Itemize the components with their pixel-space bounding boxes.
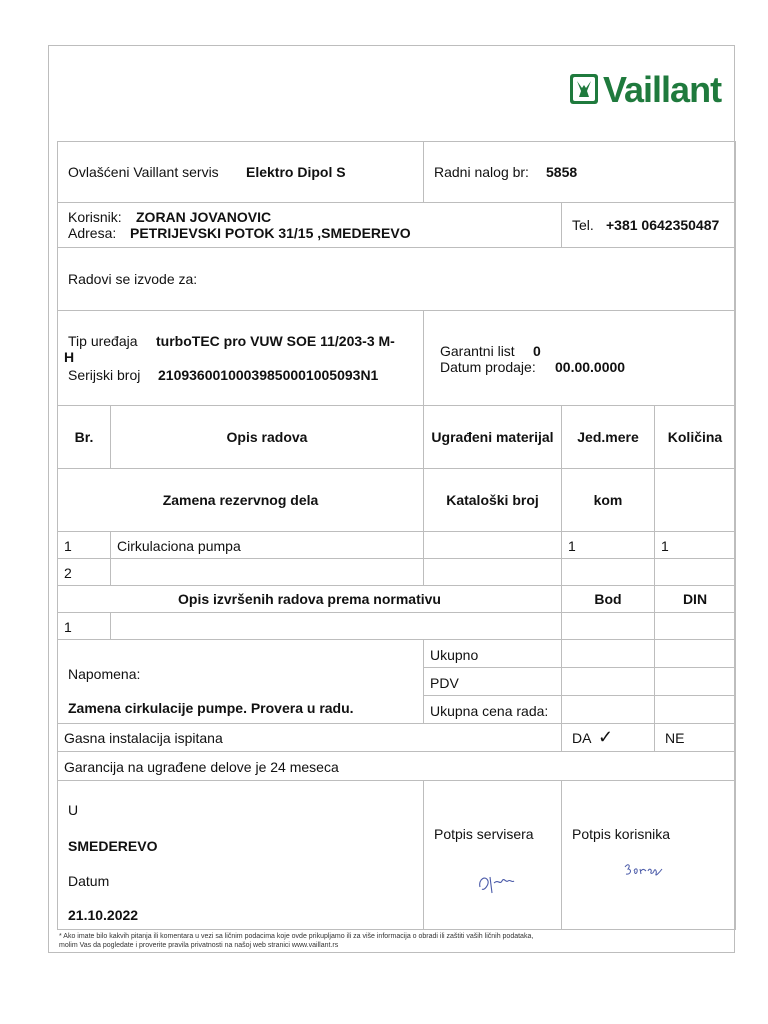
servis-value: Elektro Dipol S bbox=[246, 164, 346, 180]
footnote-line-2: molim Vas da pogledate i proverite pravila privatnosti na našoj web stranici www.vaillant.rs bbox=[59, 942, 339, 949]
bod-header: Bod bbox=[561, 585, 655, 613]
row-jed-cell bbox=[561, 558, 655, 586]
row-kol-cell bbox=[654, 558, 736, 586]
row-katalog-cell bbox=[423, 558, 562, 586]
napomena-label: Napomena: bbox=[68, 666, 141, 682]
vaillant-hare-icon bbox=[569, 73, 599, 105]
datum-label: Datum bbox=[68, 873, 110, 889]
zamena-header: Zamena rezervnog dela bbox=[57, 468, 424, 532]
row-jed-cell bbox=[561, 531, 655, 559]
col-jedmere-header: Jed.mere bbox=[561, 405, 655, 469]
col-materijal-header: Ugrađeni materijal bbox=[423, 405, 562, 469]
servis-signature bbox=[474, 869, 519, 897]
table-row bbox=[57, 612, 111, 640]
radovi-label: Radovi se izvode za: bbox=[68, 271, 198, 287]
row-br: 2 bbox=[64, 565, 72, 581]
privacy-footnote bbox=[59, 932, 533, 950]
tel-value: +381 0642350487 bbox=[606, 217, 720, 233]
serijski-value: 21093600100039850001005093N1 bbox=[158, 367, 379, 383]
gas-label: Gasna instalacija ispitana bbox=[64, 730, 223, 746]
napomena-text: Zamena cirkulacije pumpe. Provera u radu. bbox=[68, 700, 354, 716]
ukupna-cena-label-cell bbox=[423, 695, 562, 724]
serijski-label: Serijski broj bbox=[68, 367, 141, 383]
napomena-cell bbox=[57, 639, 424, 724]
gas-ne: NE bbox=[665, 730, 685, 746]
pdv-din bbox=[654, 667, 736, 696]
table-row bbox=[57, 558, 111, 586]
ukupno-bod bbox=[561, 639, 655, 668]
pdv-label-cell bbox=[423, 667, 562, 696]
datum-value: 21.10.2022 bbox=[68, 907, 139, 923]
ukupno-din bbox=[654, 639, 736, 668]
nalog-cell bbox=[423, 141, 736, 203]
korisnik-label: Korisnik: bbox=[68, 209, 122, 225]
gas-da: DA bbox=[572, 730, 592, 746]
row-kol-cell bbox=[654, 531, 736, 559]
place-cell bbox=[57, 780, 424, 930]
tip-value-line2: H bbox=[64, 349, 75, 365]
table-row bbox=[57, 531, 111, 559]
u-value: SMEDEREVO bbox=[68, 838, 158, 854]
nalog-label: Radni nalog br: bbox=[434, 164, 529, 180]
row-br: 1 bbox=[64, 538, 72, 554]
normativ-row-br: 1 bbox=[64, 619, 72, 635]
ukupna-cena-label: Ukupna cena rada: bbox=[430, 703, 549, 719]
gas-cell bbox=[57, 723, 562, 752]
servis-cell bbox=[57, 141, 424, 203]
tel-label: Tel. bbox=[572, 217, 594, 233]
row-opis: Cirkulaciona pumpa bbox=[117, 538, 241, 554]
servis-label: Ovlašćeni Vaillant servis bbox=[68, 164, 219, 180]
garancija-row bbox=[57, 751, 736, 781]
row-opis-cell bbox=[110, 531, 424, 559]
servis-signature-cell bbox=[423, 780, 562, 930]
radovi-cell bbox=[57, 247, 736, 311]
katalog-header: Kataloški broj bbox=[423, 468, 562, 532]
row-katalog-cell bbox=[423, 531, 562, 559]
check-icon: ✓ bbox=[598, 727, 614, 747]
col-br-header: Br. bbox=[57, 405, 111, 469]
ukupna-cena-din bbox=[654, 695, 736, 724]
din-header: DIN bbox=[654, 585, 736, 613]
korisnik-signature-cell bbox=[561, 780, 736, 930]
korisnik-signature bbox=[622, 859, 666, 881]
brand-name: Vaillant bbox=[603, 69, 722, 110]
datum-prodaje-label: Datum prodaje: bbox=[440, 359, 536, 375]
col-opis-header: Opis radova bbox=[110, 405, 424, 469]
kolicina-sub-empty bbox=[654, 468, 736, 532]
garancija-cell bbox=[423, 310, 736, 406]
row-opis-cell bbox=[110, 558, 424, 586]
customer-cell bbox=[57, 202, 562, 248]
normativ-row-bod bbox=[561, 612, 655, 640]
ukupna-cena-bod bbox=[561, 695, 655, 724]
normativ-header: Opis izvršenih radova prema normativu bbox=[57, 585, 562, 613]
servis-signature-label: Potpis servisera bbox=[434, 826, 534, 842]
work-order-form bbox=[48, 45, 735, 953]
nalog-value: 5858 bbox=[546, 164, 578, 180]
normativ-row-din bbox=[654, 612, 736, 640]
ukupno-label-cell bbox=[423, 639, 562, 668]
row-jed: 1 bbox=[568, 538, 576, 554]
pdv-bod bbox=[561, 667, 655, 696]
korisnik-value: ZORAN JOVANOVIC bbox=[136, 209, 272, 225]
kom-header: kom bbox=[561, 468, 655, 532]
device-cell bbox=[57, 310, 424, 406]
garantni-label: Garantni list bbox=[440, 343, 515, 359]
col-kolicina-header: Količina bbox=[654, 405, 736, 469]
garancija-text: Garancija na ugrađene delove je 24 meseca bbox=[64, 759, 339, 775]
tip-value-line1: turboTEC pro VUW SOE 11/203-3 M- bbox=[156, 333, 395, 349]
gas-ne-cell bbox=[654, 723, 736, 752]
ukupno-label: Ukupno bbox=[430, 647, 479, 663]
tip-label: Tip uređaja bbox=[68, 333, 138, 349]
normativ-row-opis bbox=[110, 612, 562, 640]
korisnik-signature-label: Potpis korisnika bbox=[572, 826, 671, 842]
adresa-value: PETRIJEVSKI POTOK 31/15 ,SMEDEREVO bbox=[130, 225, 411, 241]
pdv-label: PDV bbox=[430, 675, 459, 691]
adresa-label: Adresa: bbox=[68, 225, 117, 241]
tel-cell bbox=[561, 202, 736, 248]
vaillant-logo bbox=[569, 71, 729, 111]
gas-da-cell bbox=[561, 723, 655, 752]
row-kol: 1 bbox=[661, 538, 669, 554]
footnote-line-1: * Ako imate bilo kakvih pitanja ili komentara u vezi sa ličnim podacima koje ovde prikupljamo ili za više informacija o obradi ili zaštiti vaših ličnih podataka, bbox=[59, 933, 534, 940]
garantni-value: 0 bbox=[533, 343, 541, 359]
datum-prodaje-value: 00.00.0000 bbox=[555, 359, 626, 375]
u-label: U bbox=[68, 802, 79, 818]
